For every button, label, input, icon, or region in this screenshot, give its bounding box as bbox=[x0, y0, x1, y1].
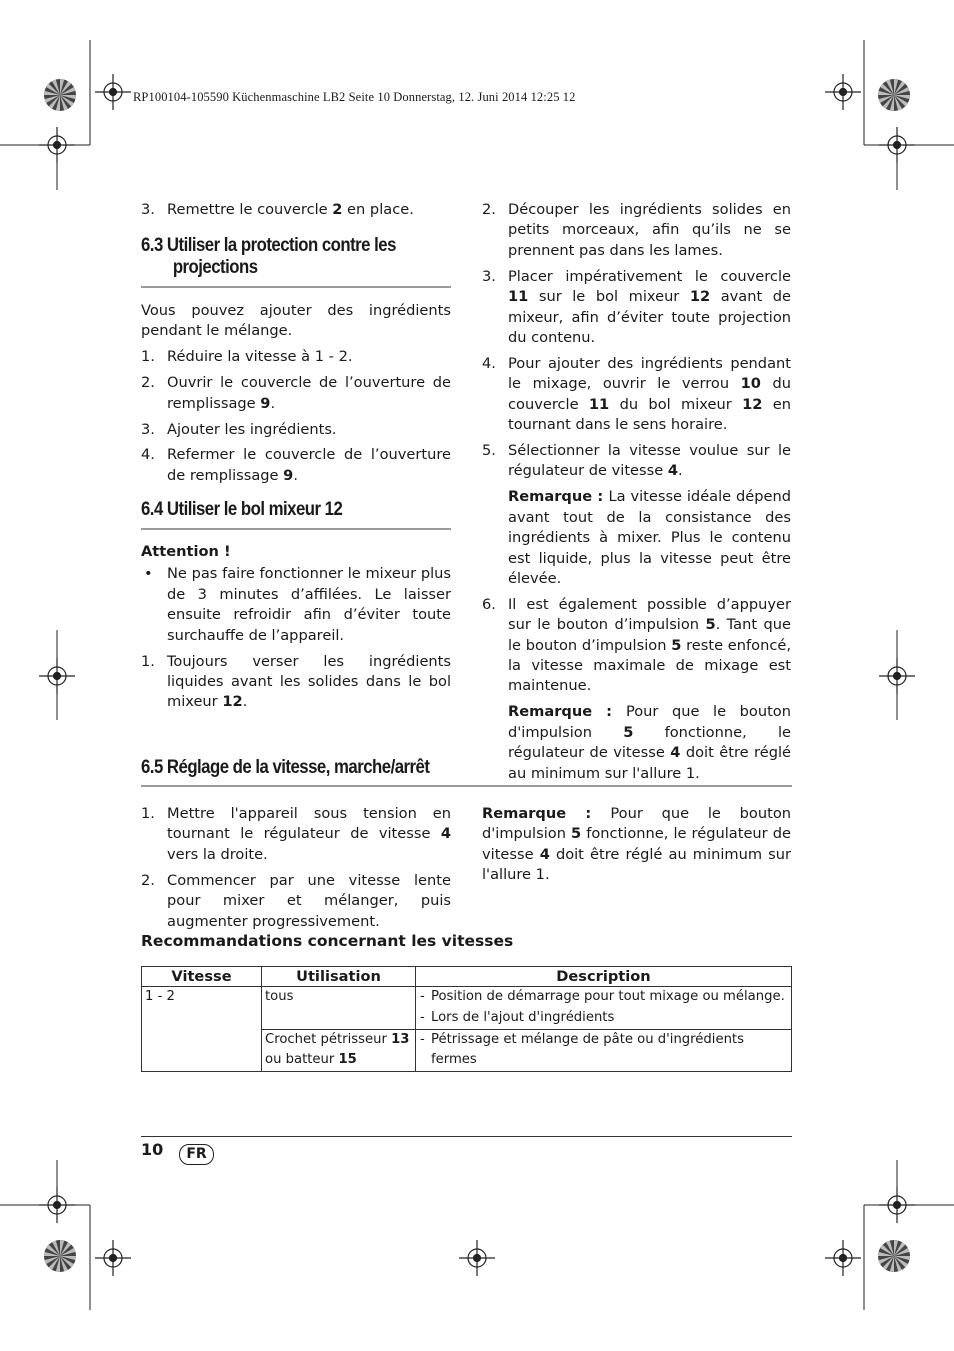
remark-note bbox=[482, 804, 791, 886]
item-key: 10 bbox=[740, 375, 761, 393]
remark-text: fonctionne, le régulateur de vitesse bbox=[508, 723, 791, 762]
section-6-3-body bbox=[141, 301, 451, 486]
print-file-header: RP100104-105590 Küchenmaschine LB2 Seite 10 Donnerstag, 12. Juni 2014 12:25 12 bbox=[133, 90, 576, 104]
remark-text: La vitesse idéale dépend avant tout de la consistance des ingrédients à mixer. Plus le contenu est liquide, plus la vitesse peut être élevée. bbox=[508, 488, 791, 587]
item-text: Réduire la vitesse à 1 - 2. bbox=[167, 348, 353, 366]
item-key: 5 bbox=[671, 636, 682, 654]
registration-cross-icon bbox=[95, 1240, 131, 1276]
section-6-5-left bbox=[141, 804, 451, 932]
speed-cell: 1 - 2 bbox=[142, 987, 262, 1072]
registration-cross-icon bbox=[879, 658, 915, 694]
item-text: du couvercle bbox=[508, 375, 791, 413]
remark-text: Pour que le bouton d'impulsion bbox=[482, 805, 791, 843]
registration-rosette-icon bbox=[44, 1240, 76, 1272]
page-number: 10 bbox=[141, 1140, 164, 1159]
description-line: - Lors de l'ajout d'ingrédients bbox=[419, 1008, 788, 1029]
section-6-4-title: 6.4 Utiliser le bol mixeur 12 bbox=[141, 498, 343, 520]
item-text: Découper les ingrédients solides en petits morceaux, afin qu’ils ne se prennent pas dans les lames. bbox=[508, 201, 791, 259]
item-number: 3. bbox=[141, 420, 155, 438]
remark-label: Remarque : bbox=[508, 488, 609, 506]
description-cell bbox=[416, 987, 792, 1030]
bullet-icon: • bbox=[144, 565, 153, 583]
speed-table bbox=[141, 966, 792, 1072]
list-item bbox=[482, 267, 791, 349]
item-number: 6. bbox=[482, 595, 496, 613]
item-key: 4 bbox=[667, 462, 679, 480]
remark-text: doit être réglé au minimum sur l'allure 1. bbox=[482, 845, 792, 884]
table-header-row bbox=[142, 967, 792, 987]
section-divider bbox=[141, 785, 792, 787]
section-6-4-body bbox=[141, 542, 451, 713]
section-divider bbox=[141, 528, 451, 530]
table-caption: Recommandations concernant les vitesses bbox=[141, 932, 514, 950]
item-text-tail: en place. bbox=[342, 201, 414, 218]
list-item bbox=[141, 420, 451, 440]
usage-cell bbox=[262, 1029, 416, 1072]
item-key: 11 bbox=[508, 288, 529, 306]
left-column bbox=[141, 200, 451, 220]
item-number: 1. bbox=[141, 652, 155, 670]
registration-cross-icon bbox=[39, 1187, 75, 1223]
table-row bbox=[142, 987, 792, 1030]
description-cell bbox=[416, 1029, 792, 1072]
item-key: 5 bbox=[705, 616, 716, 634]
list-item bbox=[141, 200, 451, 220]
section-divider bbox=[141, 286, 451, 288]
registration-cross-icon bbox=[879, 1187, 915, 1223]
registration-cross-icon bbox=[825, 74, 861, 110]
item-text: sur le bol mixeur bbox=[528, 288, 690, 306]
section-title-line: projections bbox=[172, 256, 258, 278]
section-intro: Vous pouvez ajouter des ingrédients pendant le mélange. bbox=[141, 302, 451, 340]
item-key: 9 bbox=[260, 394, 271, 412]
description-line: - Pétrissage et mélange de pâte ou d'ingrédients fermes bbox=[419, 1030, 788, 1071]
language-badge: FR bbox=[179, 1144, 214, 1165]
section-6-5-title: 6.5 Réglage de la vitesse, marche/arrêt bbox=[141, 756, 430, 778]
item-text: Ne pas faire fonctionner le mixeur plus de 3 minutes d’affilées. Le laisser ensuite refroidir afin d’éviter toute surchauffe de l’appareil. bbox=[167, 565, 451, 644]
item-text-tail: . bbox=[293, 466, 298, 484]
item-key: 13 bbox=[391, 1031, 410, 1047]
item-key: 4 bbox=[539, 845, 550, 863]
item-text: Refermer le couvercle de l’ouverture de remplissage bbox=[167, 446, 451, 484]
right-column bbox=[482, 200, 791, 784]
item-key: 4 bbox=[670, 744, 681, 762]
item-key: 9 bbox=[283, 466, 294, 484]
usage-text: Crochet pétrisseur bbox=[265, 1031, 392, 1047]
column-header: Utilisation bbox=[262, 967, 416, 987]
registration-cross-icon bbox=[825, 1240, 861, 1276]
registration-cross-icon bbox=[879, 127, 915, 163]
remark-label: Remarque : bbox=[482, 805, 611, 822]
item-text: Toujours verser les ingrédients liquides avant les solides dans le bol mixeur bbox=[167, 652, 451, 711]
item-key: 15 bbox=[338, 1052, 357, 1067]
item-text: Placer impérativement le couvercle bbox=[508, 267, 791, 285]
item-key: 12 bbox=[689, 288, 711, 306]
registration-cross-icon bbox=[39, 127, 75, 163]
description-line: - Position de démarrage pour tout mixage ou mélange. bbox=[419, 987, 788, 1008]
item-text: Il est également possible d’appuyer sur le bouton d’impulsion bbox=[508, 595, 791, 634]
item-text: du bol mixeur bbox=[609, 395, 743, 413]
remark-label: Remarque : bbox=[508, 703, 626, 721]
item-text: Commencer par une vitesse lente pour mixer et mélanger, puis augmenter progressivement. bbox=[167, 871, 451, 930]
item-text: Sélectionner la vitesse voulue sur le régulateur de vitesse bbox=[508, 441, 791, 480]
list-item bbox=[141, 347, 451, 367]
list-item bbox=[482, 354, 791, 436]
item-number: 2. bbox=[141, 374, 155, 392]
item-number: 4. bbox=[141, 446, 155, 464]
section-6-5-right bbox=[482, 804, 791, 886]
list-item bbox=[141, 652, 451, 713]
registration-rosette-icon bbox=[44, 79, 76, 111]
item-text: en tournant dans le sens horaire. bbox=[508, 395, 791, 434]
registration-rosette-icon bbox=[878, 79, 910, 111]
item-key: 2 bbox=[332, 201, 343, 218]
registration-cross-icon bbox=[95, 74, 131, 110]
list-item bbox=[482, 595, 791, 697]
list-item bbox=[482, 200, 791, 261]
item-text: . Tant que le bouton d’impulsion bbox=[508, 616, 791, 654]
list-item bbox=[141, 804, 451, 865]
bullet-item bbox=[141, 564, 451, 646]
item-text: reste enfoncé, la vitesse maximale de mixage est maintenue. bbox=[508, 636, 791, 695]
remark-note bbox=[482, 487, 791, 589]
item-text: Mettre l'appareil sous tension en tournant le régulateur de vitesse bbox=[167, 805, 451, 843]
footer-divider bbox=[141, 1136, 792, 1137]
item-key: 5 bbox=[623, 723, 634, 741]
column-header: Description bbox=[416, 967, 792, 987]
registration-cross-icon bbox=[459, 1240, 495, 1276]
item-text: . bbox=[678, 462, 683, 480]
remark-note bbox=[482, 702, 791, 784]
item-key: 5 bbox=[571, 825, 582, 843]
item-number: 2. bbox=[482, 201, 496, 218]
section-title-line: 6.3 Utiliser la protection contre les bbox=[141, 234, 396, 256]
item-text-tail: . bbox=[270, 394, 276, 412]
item-text: avant de mixeur, afin d’éviter toute projection du contenu. bbox=[508, 288, 791, 346]
list-item bbox=[141, 445, 451, 486]
item-number: 5. bbox=[482, 441, 496, 459]
item-number: 1. bbox=[141, 805, 155, 822]
usage-cell: tous bbox=[262, 987, 416, 1030]
item-text: Remettre le couvercle bbox=[167, 201, 333, 218]
item-key: 12 bbox=[222, 693, 243, 711]
item-number: 3. bbox=[141, 201, 155, 218]
item-key: 11 bbox=[588, 395, 610, 413]
usage-text: ou batteur bbox=[265, 1052, 339, 1067]
remark-text: Pour que le bouton d'impulsion bbox=[508, 703, 791, 741]
list-item bbox=[141, 373, 451, 414]
item-number: 4. bbox=[482, 354, 496, 372]
item-text: Ouvrir le couvercle de l’ouverture de remplissage bbox=[167, 374, 451, 412]
item-number: 1. bbox=[141, 348, 155, 366]
section-6-3-title bbox=[141, 234, 396, 278]
attention-label: Attention ! bbox=[141, 543, 231, 560]
item-key: 4 bbox=[440, 825, 451, 843]
remark-text: fonctionne, le régulateur de vitesse bbox=[482, 825, 791, 863]
item-number: 2. bbox=[141, 871, 155, 889]
item-text-tail: . bbox=[242, 693, 248, 711]
item-number: 3. bbox=[482, 267, 496, 285]
column-header: Vitesse bbox=[142, 967, 262, 987]
item-key: 12 bbox=[742, 395, 763, 413]
remark-text: doit être réglé au minimum sur l'allure 1. bbox=[508, 744, 791, 782]
item-text: vers la droite. bbox=[167, 845, 268, 863]
list-item bbox=[482, 441, 791, 482]
item-text: Ajouter les ingrédients. bbox=[167, 420, 337, 438]
item-text: Pour ajouter des ingrédients pendant le mixage, ouvrir le verrou bbox=[508, 354, 791, 393]
registration-cross-icon bbox=[39, 658, 75, 694]
registration-rosette-icon bbox=[878, 1240, 910, 1272]
list-item bbox=[141, 871, 451, 932]
